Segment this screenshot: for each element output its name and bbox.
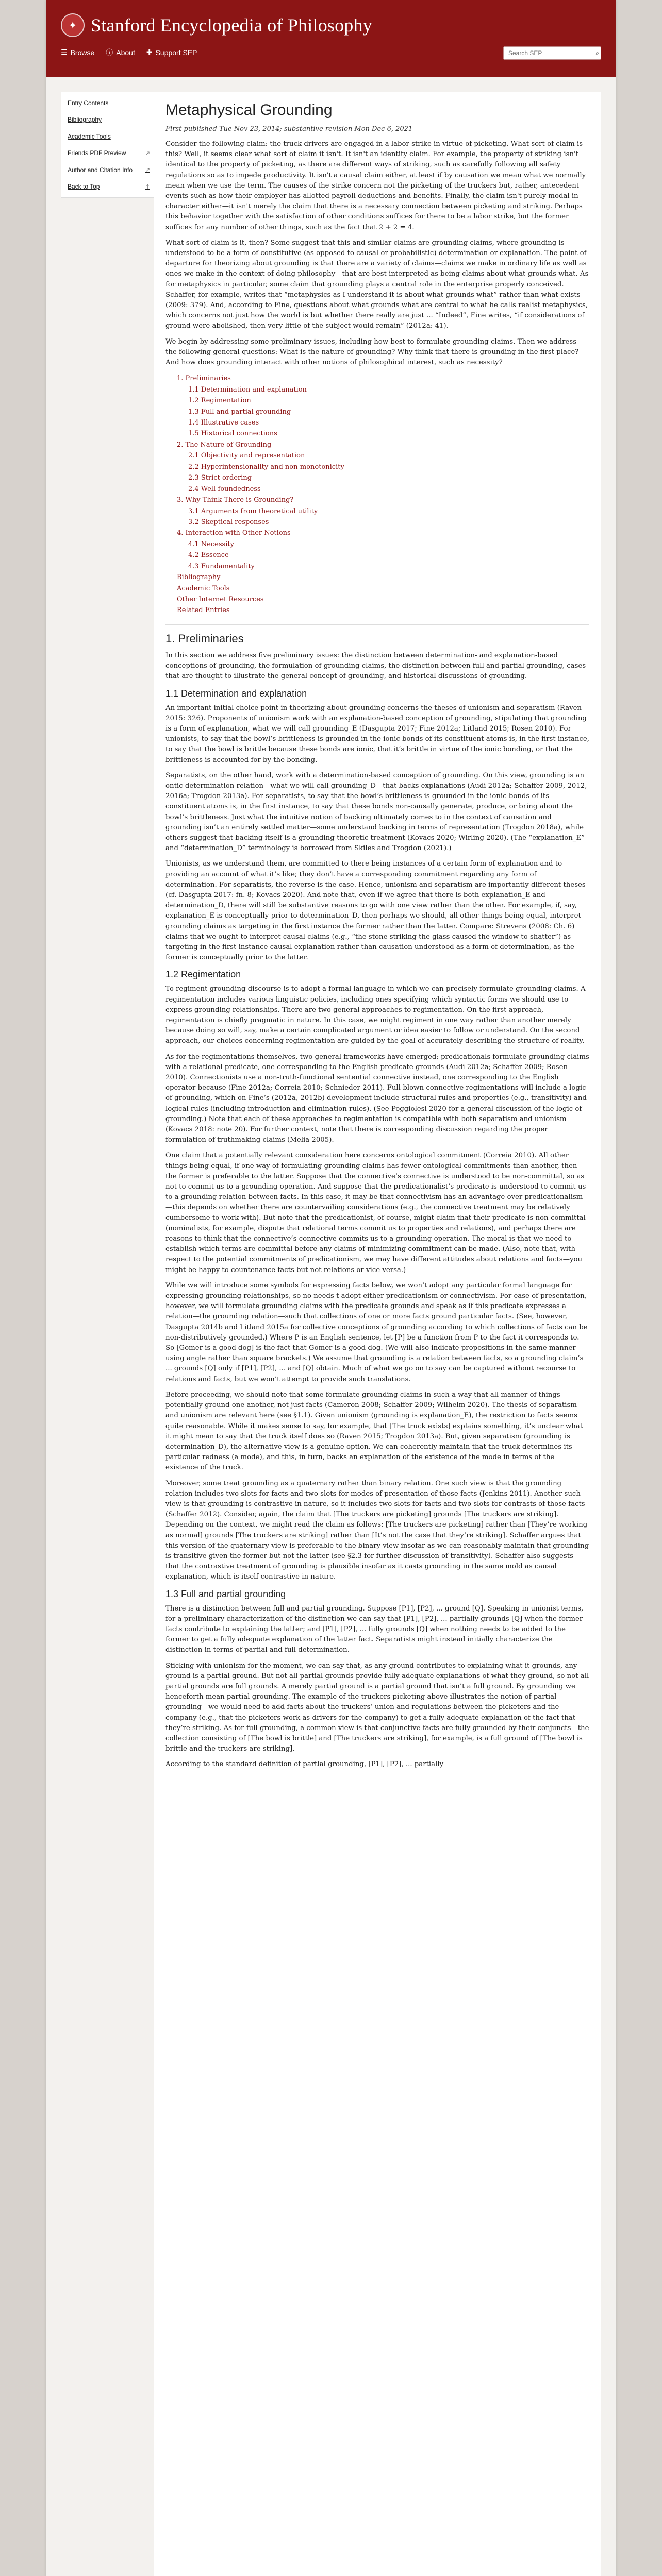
toc-link[interactable]: 1.1 Determination and explanation [188, 385, 307, 394]
section-paragraph: As for the regimentations themselves, two general frameworks have emerged: predicationals formulate grounding claims with a relational predicate, one corresponding to the English predicate grounds (Audi 2012a; Schaffer 2009; Rosen 2010). Connectionists use a non-truth-functional sentential connective instead, one corresponding to the English operator because (Fine 2012a; Correia 2010; Schnieder 2011). Full-blown connective regimentations will include a logic of grounding, which on Fine’s (2012a, 2012b) development include structural rules and properties (e.g., transitivity) and logical rules (including introduction and elimination rules). (See Poggiolesi 2020 for a general discussion of the logic of grounding.) Note that each of these approaches to regimentation is compatible with both separatism and unionism (Kovacs 2018: note 20). For further context, note that there is corresponding discussion regarding the proper formulation of truthmaking claims (Melia 2005). [166, 1053, 589, 1144]
section-paragraph: Moreover, some treat grounding as a quaternary rather than binary relation. One such view is that the grounding relation includes two slots for facts and two slots for modes of presentation of those facts (Jenkins 2011). Another such view is that grounding is contrastive in nature, so it includes two slots for facts and two slots for contrasts of those facts (Schaffer 2012). Consider, again, the claim that [The truckers are picketing] grounds [The truckers are striking]. Depending on the context, we might read the claim as follows: [The truckers are picketing] rather than [They’re working as normal] grounds [The truckers are striking] rather than [It’s not the case that they’re striking]. Schaffer argues that this version of the quaternary view is preferable to the binary view insofar as we can reasonably maintain that grounding is transitive given the former but not the latter (see §2.3 for further discussion of transitivity). Schaffer also suggests that the contrastive treatment of grounding is plausible insofar as it casts grounding in the same mold as causal explanation, which is itself contrastive in nature. [166, 1479, 589, 1581]
toc-item[interactable] [177, 550, 589, 561]
toc-item[interactable] [177, 406, 589, 417]
toc-link[interactable]: 1.2 Regimentation [188, 397, 251, 405]
toc-link[interactable]: 1.5 Historical connections [188, 430, 277, 438]
toc-item[interactable] [177, 561, 589, 572]
toc-item[interactable] [177, 417, 589, 428]
section-paragraph: Sticking with unionism for the moment, we can say that, as any ground contributes to explaining what it grounds, any ground is a partial ground. But not all partial grounds provide fully adequate explanations of what they ground, so not all partial grounds are full grounds. A merely partial ground is a partial ground that isn’t a full ground. By grounding we henceforth mean partial grounding. The example of the truckers picketing above illustrates the notion of partial grounding—we would need to add facts about the truckers’ union and regulations between the picketers and the company (e.g., that the picketers work as drivers for the company) to get a fully adequate explanation of the fact that they’re striking. As for full grounding, a common view is that conjunctive facts are fully grounded by their conjuncts—the collection consisting of [The bowl is brittle] and [The truckers are striking], for example, is a full ground of [The bowl is brittle and the truckers are striking]. [166, 1662, 589, 1753]
sidebar-item-label: Academic Tools [68, 132, 111, 140]
sidebar-item-entry-contents[interactable] [68, 99, 150, 107]
external-link-icon: ↗ [145, 149, 150, 157]
sidebar-item-back-to-top[interactable] [68, 183, 150, 190]
toc-link[interactable]: Bibliography [177, 573, 221, 582]
toc-link[interactable]: 2. The Nature of Grounding [177, 440, 272, 449]
search-box [503, 46, 601, 60]
section-paragraph: Separatists, on the other hand, work with a determination-based conception of grounding. On this view, grounding is an ontic determination relation—what we will call grounding_D—that backs explanations (Audi 2012a; Schaffer 2009, 2012, 2016a; Trogdon 2013a). For separatists, to say that the bowl’s brittleness is grounded in the ionic bonds of its constituent atoms is, in the first instance, to say that these bonds non-causally generate, produce, or bring about the bowl’s brittleness. Just what the intuitive notion of backing ultimately comes to in the context of causation and grounding isn’t an entirely settled matter—some understand backing in terms of representation (Trogdon 2018a), while others suggest that backing itself is a grounding-theoretic treatment (Kovacs 2020; Wirling 2020). (The “explanation_E” and “determination_D” terminology is borrowed from Skiles and Trogdon (2021).) [166, 771, 587, 853]
toc-link[interactable]: 2.3 Strict ordering [188, 474, 252, 482]
sidebar-item-label: Friends PDF Preview [68, 149, 126, 157]
toc-link[interactable]: 2.4 Well-foundedness [188, 485, 261, 493]
subsection-heading: 1.1 Determination and explanation [166, 688, 307, 699]
article-content [154, 92, 601, 2576]
nav-about-label: About [116, 48, 135, 57]
toc-link[interactable]: 3.2 Skeptical responses [188, 518, 269, 526]
section-paragraph: Before proceeding, we should note that some formulate grounding claims in such a way that all manner of things potentially ground one another, not just facts (Cameron 2008; Schaffer 2009; Wilhelm 2020). The thesis of separatism and unionism are relevant here (see §1.1). Given unionism (grounding is explanation_E), the restriction to facts seems quite reasonable. While it makes sense to say, for example, that [The truck exists] explains something, it’s unclear what it might mean to say that the truck itself does so (Raven 2015; Trogdon 2013a). But, given separatism (grounding is determination_D), the alternative view is a genuine option. We can coherently maintain that the truck determines its particular redness (a mode), and this, in turn, backs an explanation of the existence of the mode in terms of the existence of the truck. [166, 1391, 583, 1472]
intro-paragraph: Consider the following claim: the truck drivers are engaged in a labor strike in virtue of picketing. What sort of claim is this? Well, it seems clear what sort of claim it isn't. It isn't an identity claim. For example, the property of striking isn't identical to the property of picketing, as there are different ways of striking, such as carefully following all safety regulations so as to impede productivity. It isn't a causal claim either, at least if by causation we mean what we normally mean when we use the term. The causes of the strike concern not the picketing of the truckers but, rather, antecedent events such as how their employer has allotted payroll deductions and benefits. Finally, the claim isn't purely modal in character either—it isn't merely the claim that there is a necessary connection between picketing and striking. Perhaps this behavior together with the satisfaction of other conditions suffices for there to be a labor strike, but the former suffices for any number of other things, such as the fact that 2 + 2 = 4. [166, 140, 586, 231]
external-link-icon: ↗ [145, 166, 150, 174]
site-header [46, 0, 616, 77]
toc-link[interactable]: 4.3 Fundamentality [188, 562, 255, 570]
nav-browse[interactable] [61, 48, 94, 57]
toc-item[interactable] [177, 472, 589, 483]
toc-item[interactable] [177, 373, 589, 384]
sidebar-item-friends-pdf-preview[interactable] [68, 149, 150, 157]
toc-link[interactable]: 2.2 Hyperintensionality and non-monotonicity [188, 463, 344, 471]
top-nav [61, 47, 197, 58]
nav-support[interactable] [146, 48, 197, 57]
publication-info: First published Tue Nov 23, 2014; substantive revision Mon Dec 6, 2021 [166, 125, 413, 133]
section-heading: 1. Preliminaries [166, 632, 244, 645]
sidebar-item-label: Author and Citation Info [68, 166, 133, 174]
toc-item[interactable] [177, 605, 589, 616]
subsection-heading: 1.2 Regimentation [166, 969, 241, 980]
section-divider [166, 624, 589, 625]
site-logo[interactable] [61, 13, 372, 37]
section-paragraph: There is a distinction between full and partial grounding. Suppose [P1], [P2], ... ground [Q]. Speaking in unionist terms, for a preliminary characterization of the distinction we can say that [P1], [P2], ... partially grounds [Q] when the former facts contribute to explaining the latter; and [P1], [P2], ... fully grounds [Q] when nothing needs to be added to the former to get a fully adequate explanation of the latter fact. Separatists might instead initially characterize the distinction in terms of partial and full determination. [166, 1604, 584, 1654]
sidebar [61, 92, 157, 198]
toc-item[interactable] [177, 594, 589, 605]
section-paragraph: One claim that a potentially relevant consideration here concerns ontological commitment (Correia 2010). All other things being equal, if one way of formulating grounding claims has fewer ontological commitments than another, then the former is preferable to the latter. Suppose that the connective’s connective is understood to be non-committal, so as not to commit us to a grounding operation. And suppose that the predicationalist’s predicate is understood to commit us to a grounding relation between facts. In this case, it may be that connectivism has an advantage over predicationalism—this depends on whether there are countervailing considerations (e.g., the connective treatment may be relatively cumbersome to work with). But note that the predicationist, of course, might claim that their predicate is non-committal (nominalists, for example, dispute that relational terms commit us to properties and relations), and perhaps there are reasons to think that the connective’s connective commits us to a grounding operation. The moral is that we need to establish which terms are committal before any claims of minimizing commitment can be made. (Also, note that, with respect to the potential commitments of predicationism, we may have different attitudes about relations and facts—you might be happy to countenance facts but not relations or vice versa.) [166, 1151, 586, 1274]
toc-link[interactable]: 1.3 Full and partial grounding [188, 408, 291, 416]
toc-link[interactable]: Academic Tools [177, 584, 230, 592]
intro-paragraph: We begin by addressing some preliminary issues, including how best to formulate grounding claims. Then we address the following general questions: What is the nature of grounding? Why think that there is grounding in the first place? And how does grounding interact with other notions of philosophical interest, such as necessity? [166, 337, 579, 367]
toc-link[interactable]: 4.1 Necessity [188, 540, 234, 548]
nav-support-label: Support SEP [155, 48, 197, 57]
toc-item[interactable] [177, 583, 589, 594]
table-of-contents [166, 373, 589, 616]
intro-paragraph: What sort of claim is it, then? Some suggest that this and similar claims are grounding claims, where grounding is understood to be a form of constitutive (as opposed to causal or probabilistic) determination or explanation. The point of departure for theorizing about grounding is that there are a variety of claims—claims we make in ordinary life as well as ones we make in the context of doing philosophy—that are best interpreted as being claims about what grounds what. As for metaphysics in particular, some claim that grounding plays a central role in the enterprise properly conceived. Schaffer, for example, writes that “metaphysics as I understand it is about what grounds what” rather than what exists (2009: 379). And, according to Fine, questions about what grounds what are central to what he calls realist metaphysics, which concerns not just how the world is but whether there really are just ... “Indeed”, Fine writes, “if considerations of ground were abolished, then very little of the subject would remain” (2012a: 41). [166, 239, 589, 330]
sidebar-item-label: Bibliography [68, 116, 102, 124]
toc-item[interactable] [177, 572, 589, 583]
search-input[interactable] [503, 46, 593, 60]
toc-item[interactable] [177, 384, 589, 395]
nav-browse-label: Browse [70, 48, 95, 57]
toc-link[interactable]: 2.1 Objectivity and representation [188, 452, 305, 460]
sidebar-item-label: Entry Contents [68, 99, 109, 107]
toc-link[interactable]: 1. Preliminaries [177, 375, 231, 383]
sidebar-item-bibliography[interactable] [68, 116, 150, 123]
toc-item[interactable] [177, 495, 589, 505]
section-paragraph: Unionists, as we understand them, are committed to there being instances of a certain form of explanation and to providing an account of what it’s like; they don’t have a corresponding commitment regarding any form of determination. For separatists, the reverse is the case. Hence, unionism and separatism are importantly different theses (cf. Dasgupta 2017: fn. 8; Kovacs 2020). And note that, even if we agree that there is both explanation_E and determination_D, there will still be substantive reasons to go with one view rather than the other. For example, if, say, explanation_E is conceptually prior to determination_D, then perhaps we should, all other things being equal, interpret grounding claims as targeting in the first instance the former rather than the latter. Compare: Strevens (2008: Ch. 6) claims that we ought to interpret causal claims (e.g., “the stone striking the glass caused the window to shatter”) as targeting in the first instance causal explanation rather than causation understood as a form of determination, as the former is conceptually prior to the latter. [166, 860, 586, 962]
toc-item[interactable] [177, 450, 589, 461]
toc-item[interactable] [177, 439, 589, 450]
toc-link[interactable]: 4.2 Essence [188, 551, 229, 560]
menu-icon: ☰ [61, 48, 68, 57]
page-frame [46, 0, 616, 2576]
search-icon[interactable]: ⌕ [595, 49, 600, 57]
toc-link[interactable]: 3.1 Arguments from theoretical utility [188, 507, 318, 515]
site-title: Stanford Encyclopedia of Philosophy [91, 15, 372, 36]
toc-item[interactable] [177, 517, 589, 528]
info-icon: ⓘ [106, 49, 113, 57]
toc-item[interactable] [177, 528, 589, 538]
toc-link[interactable]: 4. Interaction with Other Notions [177, 529, 291, 537]
sidebar-item-label: Back to Top [68, 182, 100, 190]
section-paragraph: In this section we address five preliminary issues: the distinction between determination- and explanation-based conceptions of grounding, the formulation of grounding claims, the distinction between full and partial grounding, cases that are thought to illustrate the general concept of grounding, and historical discussions of grounding. [166, 651, 586, 681]
toc-item[interactable] [177, 484, 589, 495]
nav-about[interactable] [106, 47, 135, 58]
support-icon: ✚ [146, 48, 153, 57]
toc-item[interactable] [177, 428, 589, 439]
toc-link[interactable]: Related Entries [177, 606, 230, 615]
toc-item[interactable] [177, 506, 589, 517]
section-paragraph: While we will introduce some symbols for expressing facts below, we won’t adopt any particular formal language for expressing grounding relationships, so no needs t adopt either predicationism or connectivism. For ease of presentation, however, we will formulate grounding claims with the predicate grounds and speak as if this predicate expresses a relation—the grounding relation—such that collections of one or more facts ground particular facts. (See, however, Dasgupta 2014b and Litland 2015a for collective conceptions of grounding according to which collections of facts can be non-distributively grounded.) Where P is an English sentence, let [P] be a function from P to the fact it corresponds to. So [Gomer is a good dog] is the fact that Gomer is a good dog. (We will also indicate propositions in the same manner using angle rather than square brackets.) We assume that grounding is a relation between facts, so a grounding claim’s ... grounds [Q] only if [P1], [P2], ... and [Q] obtain. Much of what we go on to say can be captured without recourse to relations and facts, but we won’t attempt to provide such translations. [166, 1281, 588, 1383]
section-paragraph: According to the standard definition of partial grounding, [P1], [P2], ... partially [166, 1760, 444, 1769]
article-title: Metaphysical Grounding [166, 101, 333, 118]
toc-link[interactable]: Other Internet Resources [177, 596, 264, 604]
subsection-heading: 1.3 Full and partial grounding [166, 1588, 286, 1599]
toc-link[interactable]: 1.4 Illustrative cases [188, 419, 259, 427]
section-paragraph: An important initial choice point in theorizing about grounding concerns the theses of unionism and separatism (Raven 2015: 326). Proponents of unionism work with an explanation-based conception of grounding, stipulating that grounding is a form of explanation, what we will call grounding_E (Dasgupta 2017; Fine 2012a; Litland 2015; Rosen 2010). For unionists, to say that the bowl’s brittleness is grounded in the ionic bonds of its constituent atoms is, in the first instance, to say that the bowl is brittle because these bonds are ionic, that it’s brittle in virtue of the ionic bonding, or that the brittleness is accounted for by the bonding. [166, 704, 589, 764]
sep-seal-icon: ✦ [61, 13, 85, 37]
sidebar-item-author-citation[interactable] [68, 166, 150, 174]
up-arrow-icon: ↑ [145, 183, 150, 190]
toc-item[interactable] [177, 395, 589, 406]
toc-item[interactable] [177, 539, 589, 550]
toc-link[interactable]: 3. Why Think There is Grounding? [177, 496, 294, 504]
sidebar-item-academic-tools[interactable] [68, 133, 150, 140]
toc-item[interactable] [177, 462, 589, 472]
section-paragraph: To regiment grounding discourse is to adopt a formal language in which we can precisely formulate grounding claims. A regimentation includes various linguistic policies, including ones specifying which syntactic forms we should use to express grounding relationships. There are two general approaches to regimentation. On the first approach, regimentation is chiefly pragmatic in nature. In this case, we might regiment in one way rather than another merely because doing so will, say, make a certain complicated argument or idea easier to follow or understand. On the second approach, our choices concerning regimentation are guided by the goal of accurately describing the structure of reality. [166, 985, 586, 1045]
